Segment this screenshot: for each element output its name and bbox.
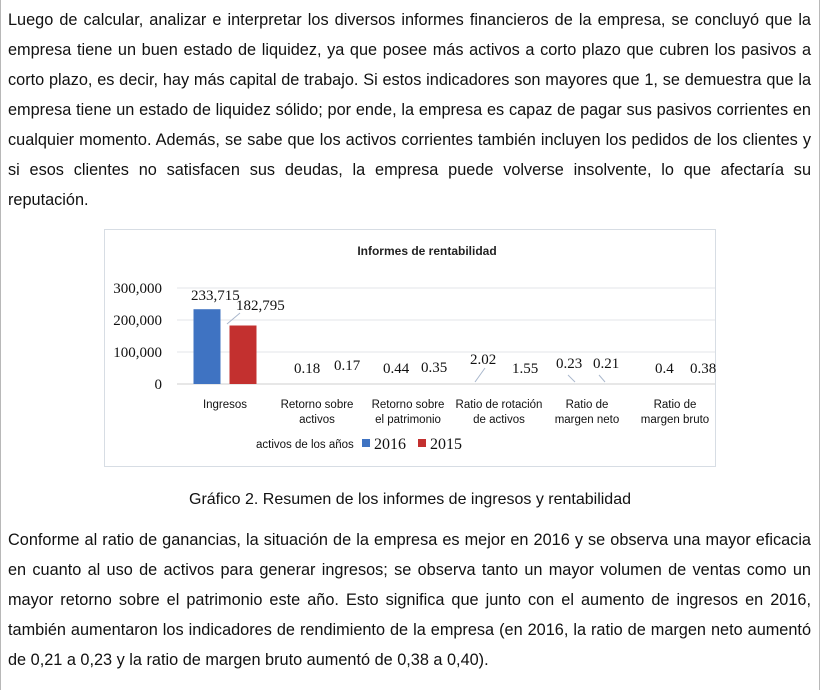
data-label-2016: 2.02 [470,352,497,368]
x-category-label: margen neto [554,414,620,426]
profitability-chart [104,229,716,467]
legend-label-2016: 2016 [374,436,406,453]
x-category-label: Retorno sobre [371,399,445,411]
data-label-2015: 0.17 [334,358,361,374]
data-label-2015: 0.38 [690,361,717,377]
data-label-2015: 182,795 [236,298,285,314]
data-label-2015: 1.55 [512,361,539,377]
chart-canvas [105,230,717,468]
x-category-label: Ingresos [202,399,248,411]
x-category-label: Ratio de [653,399,697,411]
y-tick-label: 200,000 [113,313,162,329]
paragraph-liquidity: Luego de calcular, analizar e interpretar los diversos informes financieros de la empresa, se concluyó que la empresa tiene un buen estado de liquidez, ya que posee más activos a corto plazo que cubren los pasivos a corto plazo, es decir, hay más capital de trabajo. Si estos indicadores son mayores que 1, se demuestra que la empresa tiene un estado de liquidez sólido; por ende, la empresa es capaz de pagar sus pasivos corrientes en cualquier momento. Además, se sabe que los activos corrientes también incluyen los pedidos de los clientes y si esos clientes no satisfacen sus deudas, la empresa puede volverse insolvente, lo que afectaría su reputación. [8,11,811,209]
legend-swatch-2016 [362,439,370,447]
x-category-label: Ratio de [565,399,609,411]
data-label-2016: 233,715 [191,288,240,304]
y-tick-label: 0 [154,377,162,393]
paragraph-profitability: Conforme al ratio de ganancias, la situación de la empresa es mejor en 2016 y se observa una mayor eficacia en cuanto al uso de activos para generar ingresos; se observa tanto un mayor volumen de ventas como un mayor retorno sobre el patrimonio este año. Esto significa que junto con el aumento de ingresos en 2016, también aumentaron los indicadores de rendimiento de la empresa (en 2016, la ratio de margen neto aumentó de 0,21 a 0,23 y la ratio de margen bruto aumentó de 0,38 a 0,40). [8,531,811,669]
x-category-label: Ratio de rotación [455,399,543,411]
legend-swatch-2015 [418,439,426,447]
y-tick-label: 100,000 [113,345,162,361]
figure-caption: Gráfico 2. Resumen de los informes de ingresos y rentabilidad [189,491,631,508]
data-label-2015: 0.21 [593,356,620,372]
x-category-label: activos [299,414,335,426]
legend-label-2015: 2015 [430,436,462,453]
data-label-2016: 0.18 [294,361,321,377]
leader-line [599,375,605,382]
bar-2016 [194,309,221,384]
data-label-2016: 0.4 [655,361,674,377]
data-label-2015: 0.35 [421,360,448,376]
x-category-label: margen bruto [640,414,710,426]
bar-2015 [230,326,257,384]
chart-title: Informes de rentabilidad [357,244,497,258]
leader-line [568,375,575,382]
leader-line [227,313,240,324]
leader-line [475,368,485,382]
data-label-2016: 0.44 [383,361,410,377]
data-label-2016: 0.23 [556,356,583,372]
x-category-label: de activos [473,414,525,426]
x-category-label: Retorno sobre [280,399,354,411]
y-tick-label: 300,000 [113,281,162,297]
page-edge-left [0,0,1,690]
legend-title: activos de los años [256,439,354,451]
x-category-label: el patrimonio [375,414,441,426]
